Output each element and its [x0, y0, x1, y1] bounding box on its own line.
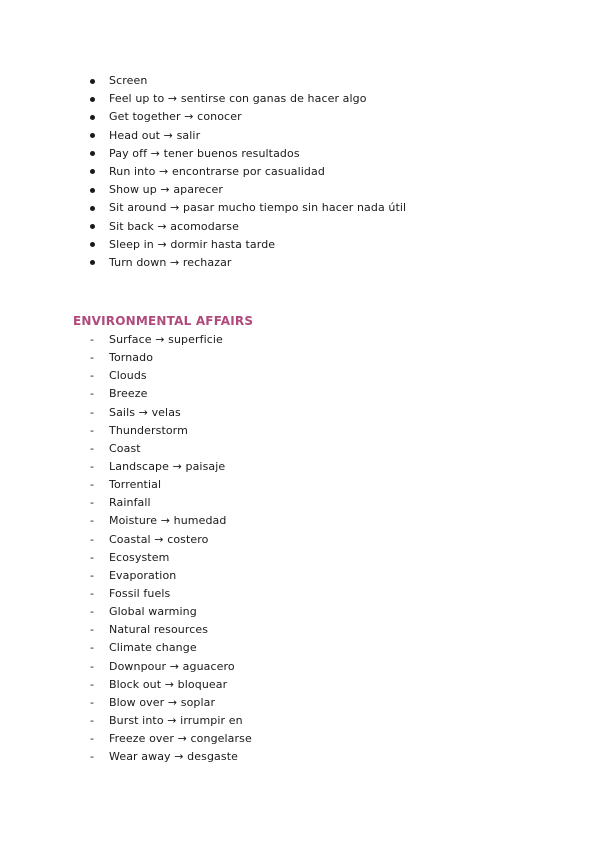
list-item: Get together → conocer — [90, 108, 406, 126]
list-item: - Breeze — [90, 385, 252, 403]
list-item: Sit around → pasar mucho tiempo sin hacer nada útil — [90, 199, 406, 217]
list-item: - Burst into → irrumpir en — [90, 712, 252, 730]
list-item: - Downpour → aguacero — [90, 658, 252, 676]
list-item: - Sails → velas — [90, 404, 252, 422]
list-item: - Thunderstorm — [90, 422, 252, 440]
list-item: - Wear away → desgaste — [90, 748, 252, 766]
environment-terms-list — [90, 331, 252, 766]
list-item: Feel up to → sentirse con ganas de hacer algo — [90, 90, 406, 108]
list-item: Show up → aparecer — [90, 181, 406, 199]
list-item: - Climate change — [90, 639, 252, 657]
list-item: - Moisture → humedad — [90, 512, 252, 530]
list-item: - Surface → superficie — [90, 331, 252, 349]
list-item: Sit back → acomodarse — [90, 218, 406, 236]
list-item: - Natural resources — [90, 621, 252, 639]
section-heading: ENVIRONMENTAL AFFAIRS — [73, 314, 254, 328]
list-item: - Landscape → paisaje — [90, 458, 252, 476]
list-item: - Global warming — [90, 603, 252, 621]
list-item: - Torrential — [90, 476, 252, 494]
list-item: - Rainfall — [90, 494, 252, 512]
list-item: - Freeze over → congelarse — [90, 730, 252, 748]
list-item: Turn down → rechazar — [90, 254, 406, 272]
list-item: Screen — [90, 72, 406, 90]
list-item: - Clouds — [90, 367, 252, 385]
list-item: - Coast — [90, 440, 252, 458]
list-item: Pay off → tener buenos resultados — [90, 145, 406, 163]
list-item: - Ecosystem — [90, 549, 252, 567]
list-item: - Coastal → costero — [90, 531, 252, 549]
list-item: - Tornado — [90, 349, 252, 367]
list-item: Sleep in → dormir hasta tarde — [90, 236, 406, 254]
phrasal-verbs-list — [90, 72, 406, 272]
list-item: - Blow over → soplar — [90, 694, 252, 712]
list-item: - Evaporation — [90, 567, 252, 585]
list-item: Run into → encontrarse por casualidad — [90, 163, 406, 181]
list-item: - Block out → bloquear — [90, 676, 252, 694]
list-item: Head out → salir — [90, 127, 406, 145]
list-item: - Fossil fuels — [90, 585, 252, 603]
